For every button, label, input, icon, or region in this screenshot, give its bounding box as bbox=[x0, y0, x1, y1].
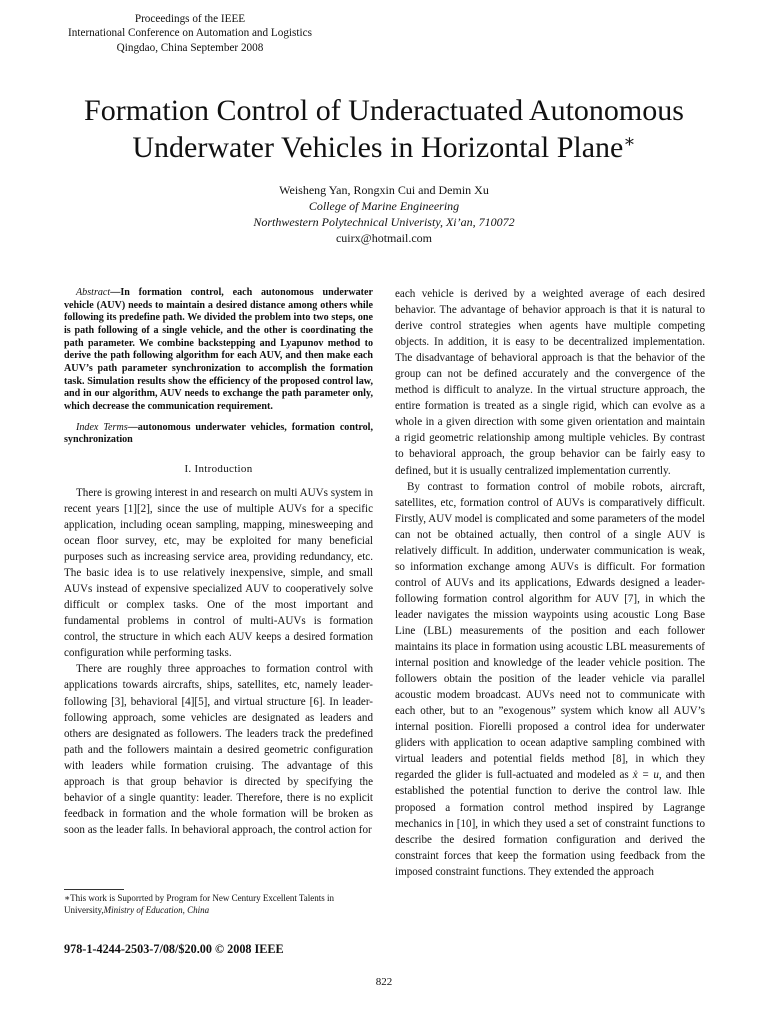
paper-title bbox=[0, 92, 768, 166]
inline-equation: ẋ = u bbox=[632, 769, 659, 782]
abstract-lead: Abstract bbox=[76, 287, 111, 298]
title-footnote-mark: ∗ bbox=[623, 131, 636, 151]
copyright-line: 978-1-4244-2503-7/08/$20.00 © 2008 IEEE bbox=[64, 942, 284, 956]
body-paragraph: There is growing interest in and research on multi AUVs system in recent years [1][2], since the use of multiple AUVs for a specific application, including ocean sampling, mapping, minesweeping and ocean floor survey, etc, may be exploited for many beneficial purposes such as increasing service area, providing redundancy, etc. The basic idea is to use relatively inexpensive, simple, and small AUVs instead of expensive specialized AUV to cooperatively solve difficult or complex tasks. One of the most important and fundamental problems in control of multi-AUVs is formation control, the structure in which each AUV keeps a desired formation configuration while performing tasks. bbox=[64, 486, 373, 660]
left-column bbox=[64, 287, 373, 838]
proceedings-line: International Conference on Automation and Logistics bbox=[68, 27, 312, 40]
index-terms-text: —autonomous underwater vehicles, formation control, synchronization bbox=[64, 421, 373, 446]
section-heading-introduction: I. Introduction bbox=[184, 462, 253, 475]
body-paragraph bbox=[395, 479, 705, 880]
index-terms-lead: Index Terms bbox=[76, 421, 128, 433]
title-line-1: Formation Control of Underactuated Autonomous bbox=[84, 94, 684, 127]
title-line-2-wrap bbox=[0, 129, 768, 166]
footnote-text: ∗This work is Suporrted by Program for New Century Excellent Talents in University, bbox=[64, 893, 335, 915]
title-line-2: Underwater Vehicles in Horizontal Plane bbox=[132, 131, 624, 164]
footnote bbox=[64, 893, 373, 916]
body-paragraph: There are roughly three approaches to formation control with applications towards aircrafts, ships, satellites, etc, namely leader-following [3], behavioral [4][5], and virtual structure [6]. In leader-following approach, some vehicles are designated as leaders and others are designated as followers. The leaders track the predefined path and the followers maintain a desired geometric configuration with leaders while formation cruising. The advantage of this approach is that group behavior is directed by specifying the behavior of a single quantity: leader. Therefore, there is no explicit feedback in formation and the whole formation will be broken as soon as the leader falls. In behavioral approach, the control action for bbox=[64, 663, 373, 836]
abstract bbox=[64, 287, 373, 414]
right-column bbox=[395, 286, 705, 880]
index-terms bbox=[64, 422, 373, 447]
author-names: Weisheng Yan, Rongxin Cui and Demin Xu bbox=[279, 183, 489, 197]
footnote-italic: Ministry of Education, China bbox=[103, 904, 210, 915]
paragraph-text: , and then established the potential function to derive the control law. Ihle proposed a formation control method inspired by Lagrange mechanics in [10], in which they used a set of constraint functions to describe the desired formation configuration and derived the constraint forces that keep the formation using feedback from the imposed constraint functions. They extended the approach bbox=[395, 769, 705, 878]
footnote-divider bbox=[64, 889, 124, 890]
proceedings-line: Proceedings of the IEEE bbox=[134, 13, 246, 25]
body-paragraph: each vehicle is derived by a weighted average of each desired behavior. The advantage of behavior approach is that it is natural to derive control strategies when agents have multiple competing objects. In addition, it is easy to be decentralized implementation. The disadvantage of behavioral approach is that the behavior of the group can not be defined accurately and the convergence of the method is difficult to analyze. In the virtual structure approach, the entire formation is treated as a single rigid, which can evolve as a whole in a given direction with some given orientation and maintain a rigid geometric relationship among multiple vehicles. By contrast to behavioral approach, the group behavior can be fairly easy to defined, but it is usually centralized implementation currently. bbox=[395, 288, 705, 477]
author-block bbox=[0, 182, 768, 246]
abstract-text: —In formation control, each autonomous underwater vehicle (AUV) needs to maintain a desired distance among others while following its predefine path. We divided the problem into two steps, one is path following of a single vehicle, and the other is coordinating the path parameter. We combine backstepping and Lyapunov method to derive the path following algorithm for each AUV, and then make each AUV’s path parameter synchronization to accomplish the formation task. Simulation results show the efficiency of the proposed control law, and in our algorithm, AUV needs to exchange the path parameter only, which decrease the communication requirement. bbox=[64, 287, 373, 412]
proceedings-header bbox=[0, 12, 380, 55]
affiliation-college: College of Marine Engineering bbox=[308, 199, 460, 213]
proceedings-line: Qingdao, China September 2008 bbox=[116, 41, 264, 54]
author-email: cuirx@hotmail.com bbox=[335, 231, 433, 245]
page-number: 822 bbox=[375, 976, 393, 988]
paragraph-text: By contrast to formation control of mobile robots, aircraft, satellites, etc, formation control of AUVs is comparatively difficult. Firstly, AUV model is complicated and some parameters of the model can not be obtained actually, then control of a single AUV is relatively difficult. In addition, underwater communication is weak, so information exchange among AUVs is difficult. For formation control of AUVs and its applications, Edwards designed a leader-following formation control algorithm for AUV [7], in which the leader navigates the mission waypoints using acoustic Long Base Line (LBL) measurements of the position and each follower maintains its place in formation using acoustic LBL measurements of internal position and knowledge of the leader vehicle position. The followers obtain the position of the leader vehicle via parallel acoustic modem broadcast. AUVs need not to communicate with each other, but to an ”exogenous” system which know all AUV’s internal position. Fiorelli proposed a control idea for underwater gliders with application to ocean adaptive sampling combined with virtual leaders and potential fields method [8], in which they regarded the glider is full-actuated and modeled as bbox=[395, 480, 705, 782]
affiliation-university: Northwestern Polytechnical Univeristy, Xi’an, 710072 bbox=[253, 215, 515, 229]
